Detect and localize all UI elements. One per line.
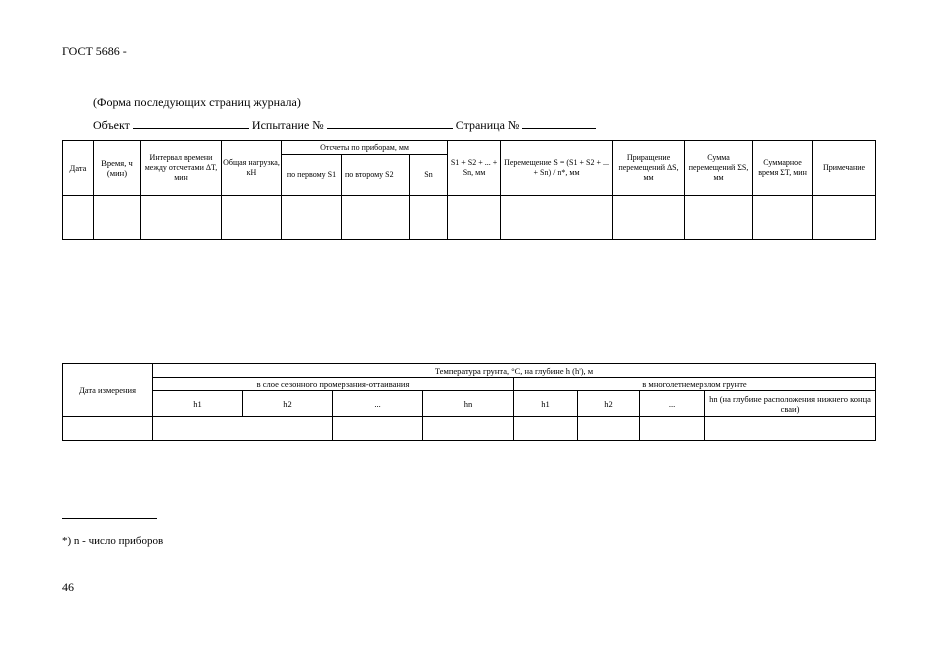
cell[interactable] [423,417,514,441]
cell[interactable] [153,417,333,441]
header-hn-pile-end: hn (на глубине расположения нижнего конца сваи) [705,391,876,417]
cell[interactable] [813,196,876,240]
object-field[interactable] [133,118,249,129]
document-code: ГОСТ 5686 - [62,44,127,58]
header-load: Общая нагрузка, кН [222,141,282,196]
cell[interactable] [222,196,282,240]
header-time: Время, ч (мин) [94,141,141,196]
page-label: Страница № [455,118,520,132]
cell[interactable] [753,196,813,240]
header-nth-instrument: Sn [410,155,448,196]
cell[interactable] [94,196,141,240]
header-dots: ... [333,391,423,417]
form-note: (Форма последующих страниц журнала) [93,95,301,109]
header-total-displacement: Сумма перемещений ΣS, мм [685,141,753,196]
cell[interactable] [685,196,753,240]
cell[interactable] [578,417,640,441]
journal-table [62,140,876,240]
cell[interactable] [141,196,222,240]
page-number: 46 [62,580,74,594]
header-displacement: Перемещение S = (S1 + S2 + ... + Sn) / n*, мм [501,141,613,196]
cell[interactable] [640,417,705,441]
header-readings: Отсчеты по приборам, мм [282,141,448,155]
cell[interactable] [342,196,410,240]
header-first-instrument: по первому S1 [282,155,342,196]
cell[interactable] [501,196,613,240]
test-number-field[interactable] [327,118,453,129]
cell[interactable] [282,196,342,240]
header-hn: hn [423,391,514,417]
form-fields-line [93,118,596,133]
cell[interactable] [448,196,501,240]
header-sum-s: S1 + S2 + ... + Sn, мм [448,141,501,196]
header-interval: Интервал времени между отсчетами ΔT, мин [141,141,222,196]
cell[interactable] [613,196,685,240]
header-seasonal-layer: в слое сезонного промерзания-оттаивания [153,378,514,391]
page-number-field[interactable] [522,118,596,129]
header-note: Примечание [813,141,876,196]
footnote: *) n - число приборов [62,535,164,547]
cell[interactable] [333,417,423,441]
cell[interactable] [514,417,578,441]
header-date: Дата [63,141,94,196]
cell[interactable] [63,196,94,240]
test-label: Испытание № [251,118,324,132]
cell[interactable] [63,417,153,441]
header-h1: h1 [153,391,243,417]
table-row [63,417,876,441]
ground-temperature-table [62,363,876,441]
header-h2: h2 [243,391,333,417]
header-second-instrument: по второму S2 [342,155,410,196]
header-h2-permafrost: h2 [578,391,640,417]
cell[interactable] [705,417,876,441]
header-total-time: Суммарное время ΣT, мин [753,141,813,196]
header-permafrost: в многолетнемерзлом грунте [514,378,876,391]
header-measure-date: Дата измерения [63,364,153,417]
header-dots-permafrost: ... [640,391,705,417]
table-row [63,196,876,240]
cell[interactable] [410,196,448,240]
footnote-divider [62,518,157,519]
header-increment: Приращение перемещений ΔS, мм [613,141,685,196]
header-ground-temperature: Температура грунта, °С, на глубине h (h'), м [153,364,876,378]
object-label: Объект [93,118,130,132]
header-h1-permafrost: h1 [514,391,578,417]
